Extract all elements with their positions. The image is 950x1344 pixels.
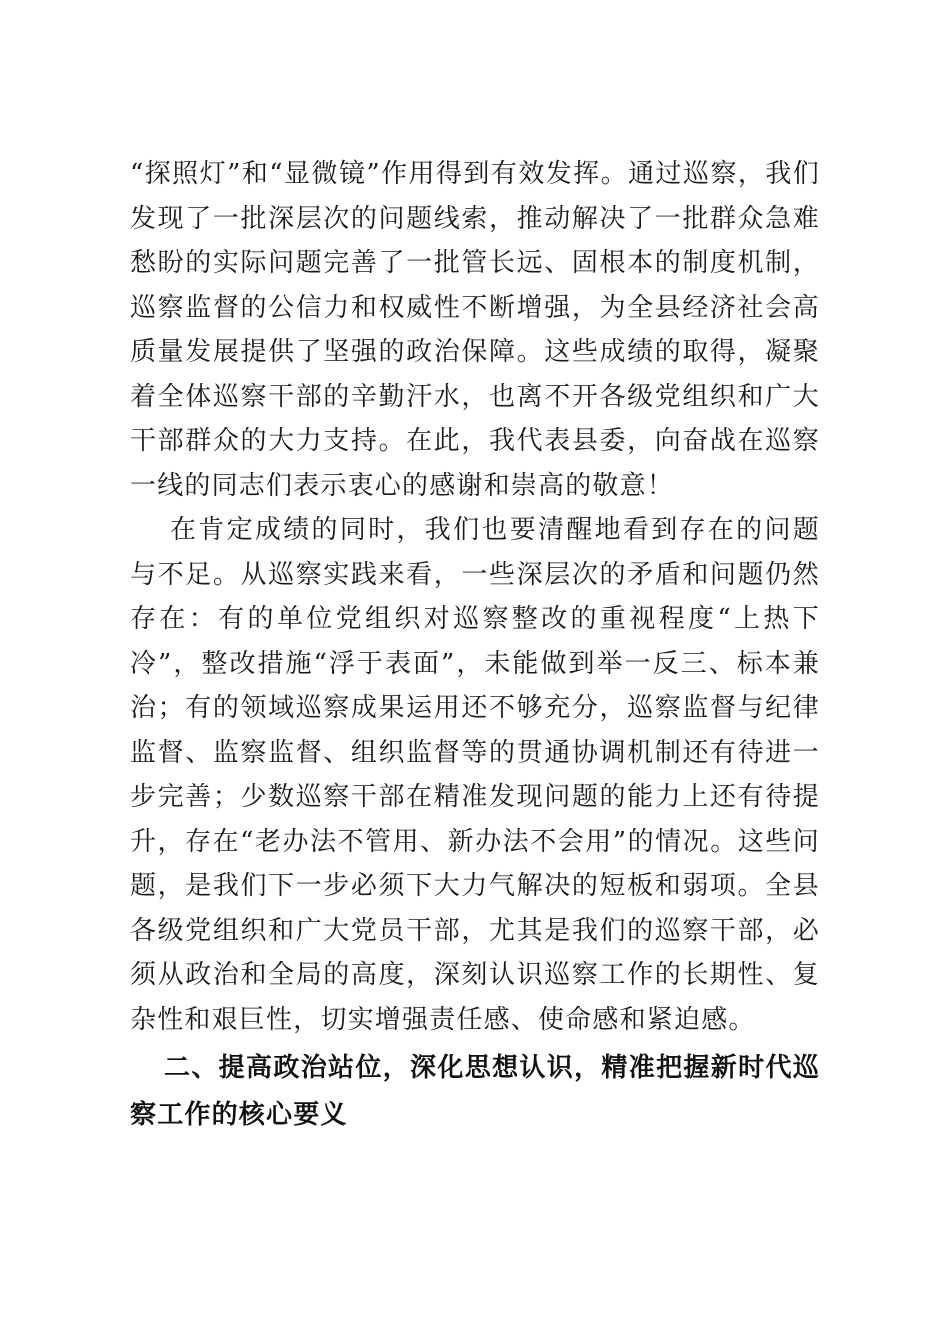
document-body — [130, 152, 820, 1139]
body-paragraph-continued: “探照灯”和“显微镜”作用得到有效发挥。通过巡察，我们发现了一批深层次的问题线索，推动解决了一批群众急难愁盼的实际问题完善了一批管长远、固根本的制度机制，巡察监督的公信力和权威性不断增强，为全县经济社会高质量发展提供了坚强的政治保障。这些成绩的取得，凝聚着全体巡察干部的辛勤汗水，也离不开各级党组织和广大干部群众的大力支持。在此，我代表县委，向奋战在巡察一线的同志们表示衷心的感谢和崇高的敬意！ — [130, 159, 820, 501]
section-heading: 二、提高政治站位，深化思想认识，精准把握新时代巡察工作的核心要义 — [130, 1053, 820, 1130]
body-paragraph-problems: 在肯定成绩的同时，我们也要清醒地看到存在的问题与不足。从巡察实践来看，一些深层次的矛盾和问题仍然存在：有的单位党组织对巡察整改的重视程度“上热下冷”，整改措施“浮于表面”，未能做到举一反三、标本兼治；有的领域巡察成果运用还不够充分，巡察监督与纪律监督、监察监督、组织监督等的贯通协调机制还有待进一步完善；少数巡察干部在精准发现问题的能力上还有待提升，存在“老办法不管用、新办法不会用”的情况。这些问题，是我们下一步必须下大力气解决的短板和弱项。全县各级党组织和广大党员干部，尤其是我们的巡察干部，必须从政治和全局的高度，深刻认识巡察工作的长期性、复杂性和艰巨性，切实增强责任感、使命感和紧迫感。 — [130, 515, 820, 1035]
